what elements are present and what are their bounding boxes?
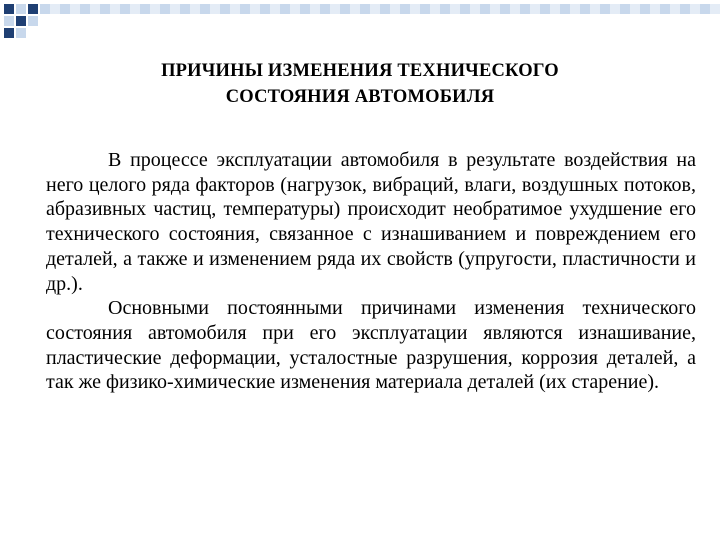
deco-strip-square xyxy=(230,4,240,14)
deco-strip-square xyxy=(650,4,660,14)
deco-strip-square xyxy=(60,4,70,14)
deco-strip-square xyxy=(300,4,310,14)
deco-strip-square xyxy=(620,4,630,14)
deco-square xyxy=(16,4,26,14)
deco-strip-square xyxy=(360,4,370,14)
deco-square xyxy=(16,16,26,26)
deco-strip-square xyxy=(590,4,600,14)
deco-square xyxy=(16,28,26,38)
deco-strip-square xyxy=(580,4,590,14)
deco-strip-square xyxy=(50,4,60,14)
deco-strip-square xyxy=(410,4,420,14)
deco-strip-square xyxy=(470,4,480,14)
deco-square xyxy=(4,4,14,14)
deco-strip-square xyxy=(320,4,330,14)
deco-square xyxy=(28,16,38,26)
deco-strip-square xyxy=(250,4,260,14)
deco-strip-square xyxy=(290,4,300,14)
deco-strip-square xyxy=(400,4,410,14)
paragraph-main-causes: Основными постоянными причинами изменения технического состояния автомобиля при его эксплуатации являются изнашивание, пластические деформации, усталостные разрушения, коррозия деталей, а так же физико-химические изменения материала деталей (их старение). xyxy=(46,297,696,394)
deco-strip-square xyxy=(150,4,160,14)
deco-strip-square xyxy=(430,4,440,14)
deco-strip-square xyxy=(560,4,570,14)
deco-strip-square xyxy=(480,4,490,14)
deco-strip-square xyxy=(420,4,430,14)
deco-strip-square xyxy=(550,4,560,14)
deco-strip-square xyxy=(130,4,140,14)
deco-strip-square xyxy=(260,4,270,14)
slide-body xyxy=(46,148,696,395)
checkered-header-decoration xyxy=(0,0,720,48)
deco-strip-square xyxy=(450,4,460,14)
deco-square xyxy=(28,4,38,14)
deco-strip-square xyxy=(390,4,400,14)
deco-strip-square xyxy=(710,4,720,14)
deco-strip-square xyxy=(670,4,680,14)
deco-strip-square xyxy=(610,4,620,14)
deco-strip-square xyxy=(280,4,290,14)
slide-title-line-2: СОСТОЯНИЯ АВТОМОБИЛЯ xyxy=(225,87,495,107)
deco-strip-square xyxy=(110,4,120,14)
deco-strip-square xyxy=(80,4,90,14)
deco-strip-square xyxy=(90,4,100,14)
deco-strip-square xyxy=(600,4,610,14)
paragraph-causes-process: В процессе эксплуатации автомобиля в результате воздействия на него целого ряда факторов (нагрузок, вибраций, влаги, воздушных потоков, абразивных частиц, температуры) происходит необратимое ухудшение его технического состояния, связанное с изнашиванием и повреждением его деталей, а также и изменением ряда их свойств (упругости, пластичности и др.). xyxy=(46,149,696,295)
deco-strip-square xyxy=(370,4,380,14)
deco-strip-square xyxy=(210,4,220,14)
deco-strip-square xyxy=(440,4,450,14)
deco-strip-square xyxy=(510,4,520,14)
deco-strip-square xyxy=(490,4,500,14)
deco-strip-square xyxy=(540,4,550,14)
deco-strip-square xyxy=(340,4,350,14)
deco-strip-square xyxy=(700,4,710,14)
deco-strip-square xyxy=(570,4,580,14)
deco-strip-square xyxy=(180,4,190,14)
deco-square xyxy=(4,16,14,26)
deco-strip-square xyxy=(140,4,150,14)
deco-strip-square xyxy=(680,4,690,14)
deco-strip-square xyxy=(310,4,320,14)
deco-strip-square xyxy=(240,4,250,14)
deco-square xyxy=(4,28,14,38)
deco-strip-square xyxy=(350,4,360,14)
deco-strip-square xyxy=(530,4,540,14)
deco-strip-square xyxy=(160,4,170,14)
deco-strip-square xyxy=(330,4,340,14)
deco-strip-square xyxy=(70,4,80,14)
deco-strip-square xyxy=(220,4,230,14)
deco-strip-square xyxy=(660,4,670,14)
deco-strip-square xyxy=(100,4,110,14)
deco-strip-square xyxy=(170,4,180,14)
deco-strip-square xyxy=(460,4,470,14)
deco-strip-square xyxy=(630,4,640,14)
deco-strip-square xyxy=(40,4,50,14)
deco-strip-square xyxy=(500,4,510,14)
deco-strip-square xyxy=(270,4,280,14)
deco-strip-square xyxy=(200,4,210,14)
deco-strip-square xyxy=(380,4,390,14)
deco-strip-square xyxy=(640,4,650,14)
deco-strip-square xyxy=(120,4,130,14)
deco-strip-square xyxy=(690,4,700,14)
slide-title xyxy=(60,58,660,110)
deco-strip-square xyxy=(520,4,530,14)
deco-strip-square xyxy=(190,4,200,14)
slide-title-line-1: ПРИЧИНЫ ИЗМЕНЕНИЯ ТЕХНИЧЕСКОГО xyxy=(161,61,559,81)
